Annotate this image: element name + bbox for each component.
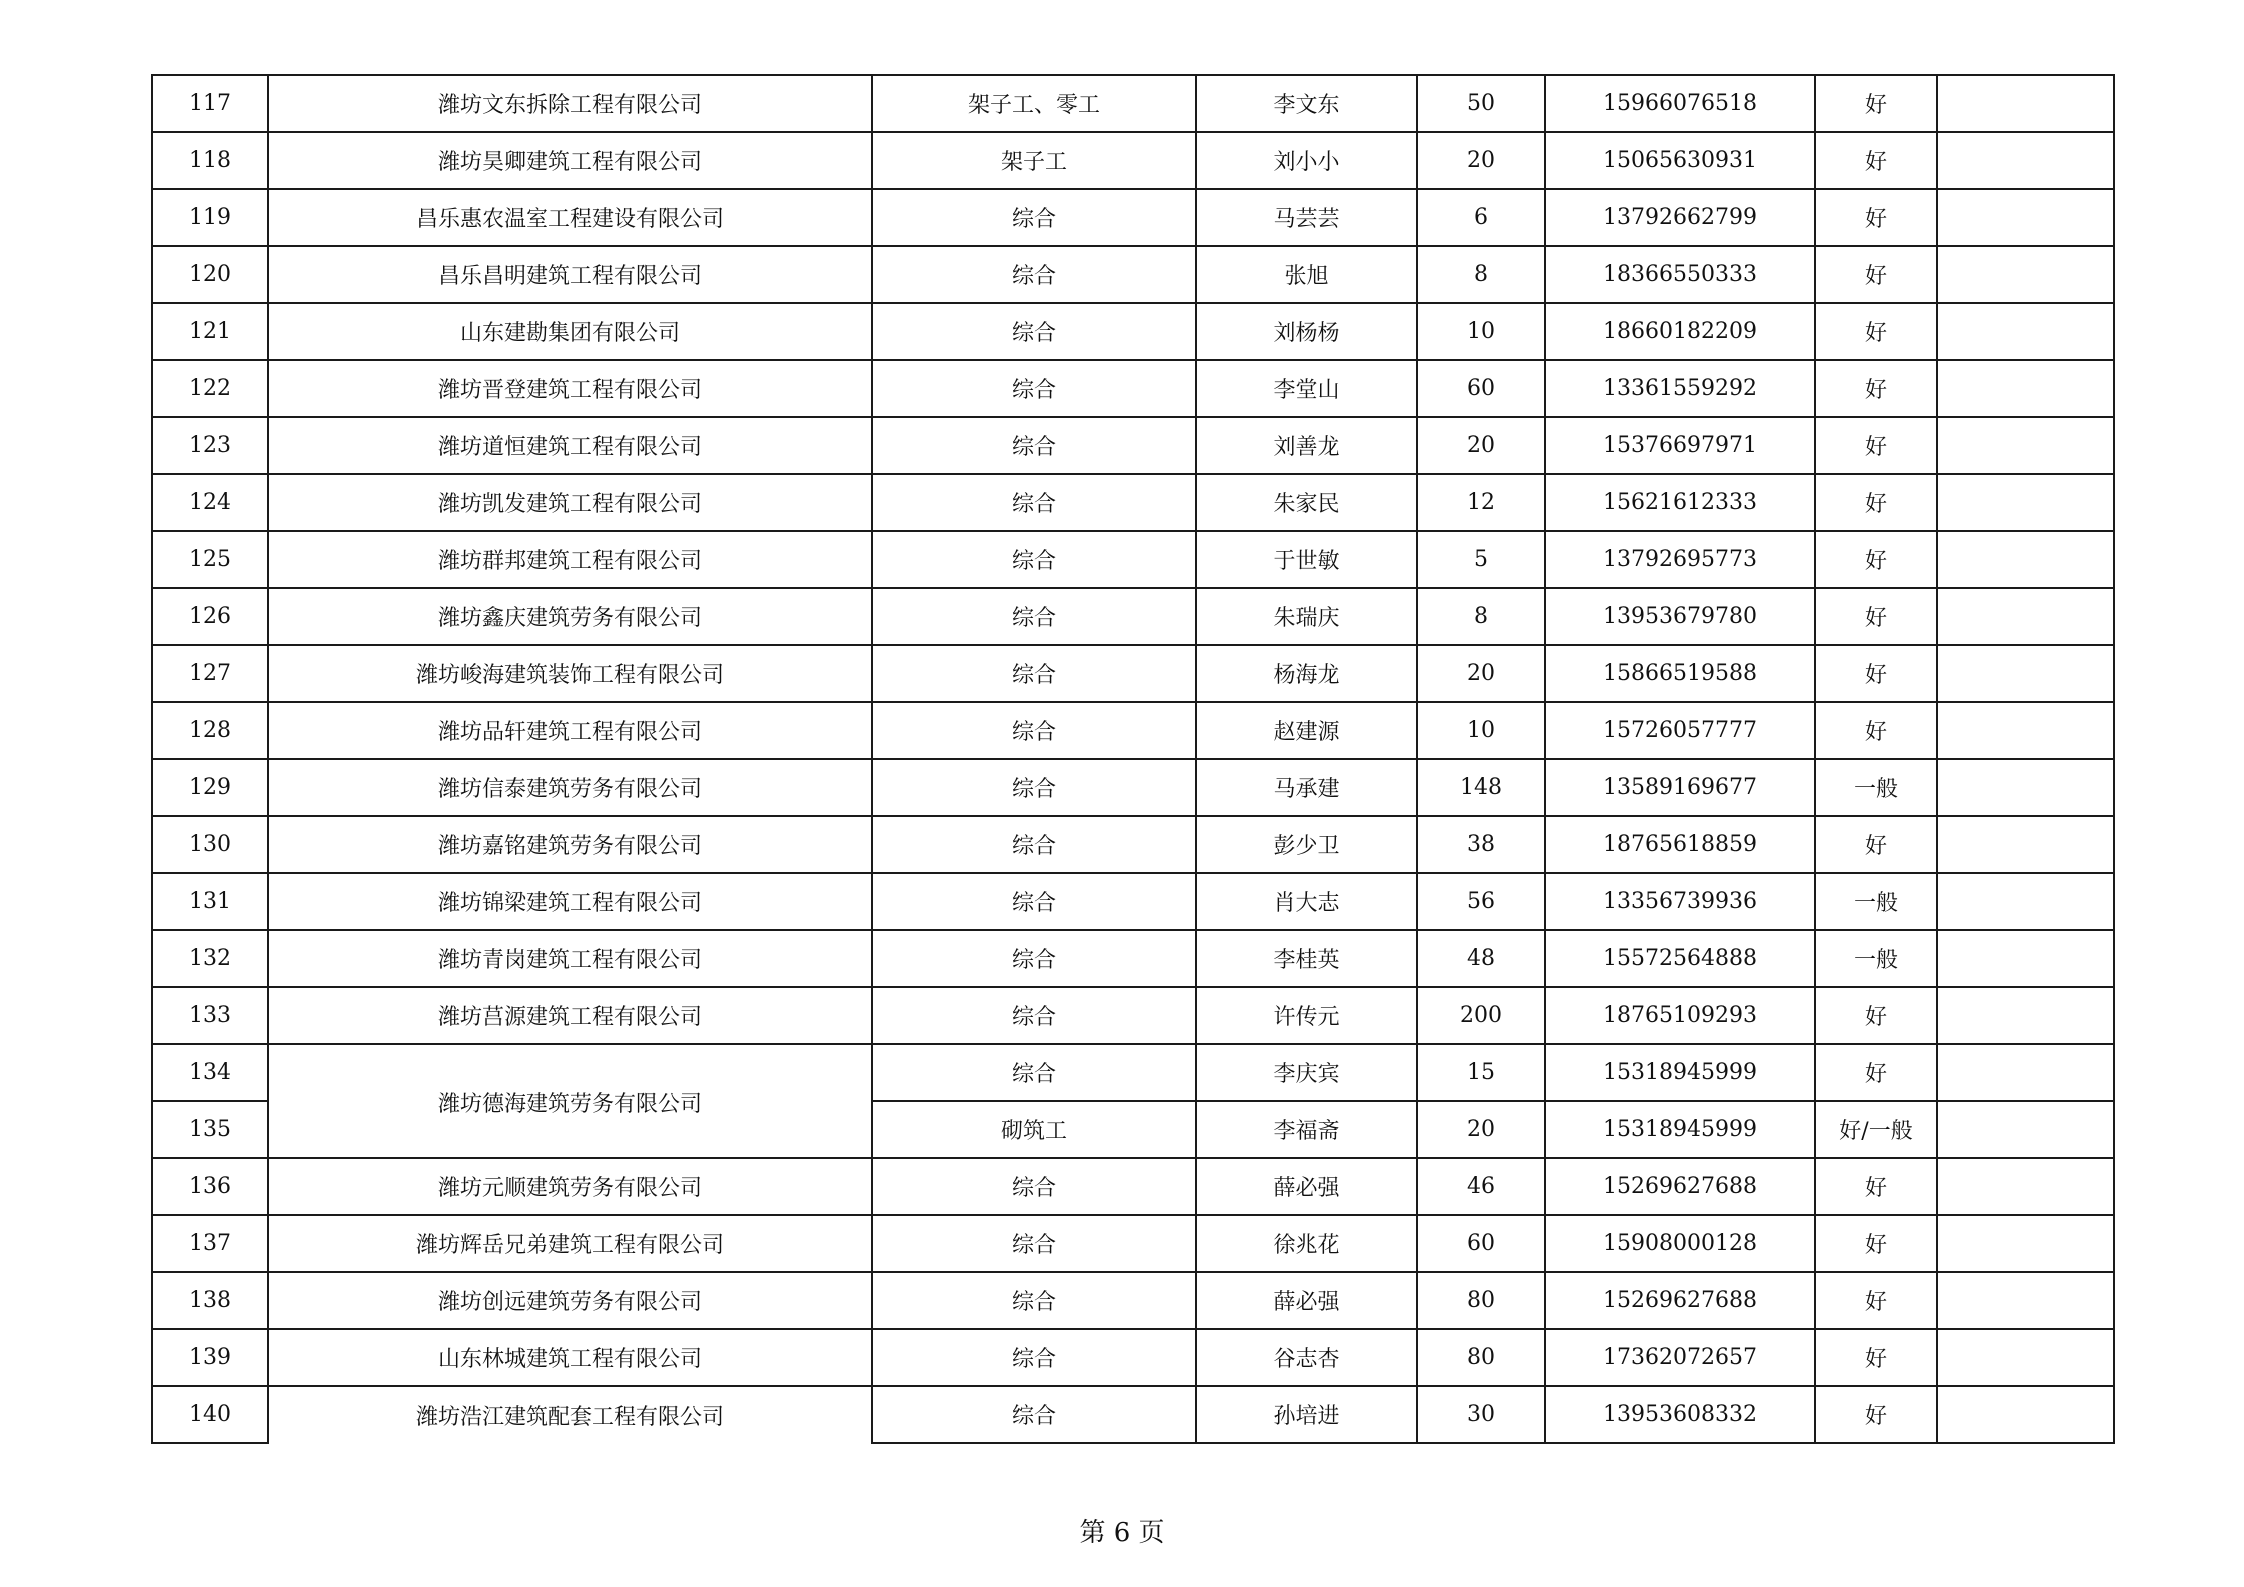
cell-rating: 好 — [1815, 645, 1937, 702]
cell-type: 综合 — [872, 588, 1196, 645]
cell-contact: 刘小小 — [1196, 132, 1417, 189]
cell-phone: 18366550333 — [1545, 246, 1815, 303]
cell-type: 综合 — [872, 417, 1196, 474]
cell-note — [1937, 1329, 2114, 1386]
table-row — [152, 1329, 2114, 1386]
cell-note — [1937, 816, 2114, 873]
cell-note — [1937, 531, 2114, 588]
cell-phone: 13589169677 — [1545, 759, 1815, 816]
cell-contact: 马芸芸 — [1196, 189, 1417, 246]
cell-phone: 15376697971 — [1545, 417, 1815, 474]
cell-type: 综合 — [872, 1215, 1196, 1272]
cell-count: 6 — [1417, 189, 1545, 246]
cell-no: 131 — [152, 873, 268, 930]
cell-type: 综合 — [872, 303, 1196, 360]
table-row — [152, 816, 2114, 873]
cell-rating: 好 — [1815, 531, 1937, 588]
cell-count: 15 — [1417, 1044, 1545, 1101]
cell-contact: 李堂山 — [1196, 360, 1417, 417]
cell-rating: 好 — [1815, 1044, 1937, 1101]
cell-contact: 赵建源 — [1196, 702, 1417, 759]
cell-no: 138 — [152, 1272, 268, 1329]
cell-type: 综合 — [872, 816, 1196, 873]
cell-type: 砌筑工 — [872, 1101, 1196, 1158]
cell-note — [1937, 189, 2114, 246]
cell-count: 8 — [1417, 246, 1545, 303]
cell-phone: 13792662799 — [1545, 189, 1815, 246]
cell-phone: 15966076518 — [1545, 75, 1815, 132]
cell-contact: 李文东 — [1196, 75, 1417, 132]
table-row — [152, 1044, 2114, 1101]
cell-type: 综合 — [872, 930, 1196, 987]
table-row — [152, 417, 2114, 474]
cell-note — [1937, 1215, 2114, 1272]
cell-contact: 刘善龙 — [1196, 417, 1417, 474]
cell-count: 5 — [1417, 531, 1545, 588]
cell-company: 昌乐惠农温室工程建设有限公司 — [268, 189, 872, 246]
cell-rating: 好 — [1815, 246, 1937, 303]
cell-phone: 15318945999 — [1545, 1044, 1815, 1101]
table-row — [152, 1386, 2114, 1443]
cell-phone: 15621612333 — [1545, 474, 1815, 531]
cell-count: 46 — [1417, 1158, 1545, 1215]
cell-rating: 好 — [1815, 1158, 1937, 1215]
cell-rating: 好 — [1815, 132, 1937, 189]
cell-contact: 徐兆花 — [1196, 1215, 1417, 1272]
cell-company: 潍坊昊卿建筑工程有限公司 — [268, 132, 872, 189]
cell-contact: 刘杨杨 — [1196, 303, 1417, 360]
cell-phone: 17362072657 — [1545, 1329, 1815, 1386]
cell-contact: 李福斋 — [1196, 1101, 1417, 1158]
cell-phone: 15269627688 — [1545, 1158, 1815, 1215]
cell-note — [1937, 1044, 2114, 1101]
cell-rating: 好 — [1815, 303, 1937, 360]
cell-rating: 好 — [1815, 189, 1937, 246]
cell-type: 综合 — [872, 189, 1196, 246]
cell-type: 综合 — [872, 1158, 1196, 1215]
table-row — [152, 75, 2114, 132]
cell-no: 137 — [152, 1215, 268, 1272]
cell-type: 综合 — [872, 474, 1196, 531]
cell-type: 综合 — [872, 360, 1196, 417]
cell-phone: 18765618859 — [1545, 816, 1815, 873]
cell-company: 潍坊群邦建筑工程有限公司 — [268, 531, 872, 588]
cell-company: 潍坊莒源建筑工程有限公司 — [268, 987, 872, 1044]
cell-contact: 李桂英 — [1196, 930, 1417, 987]
cell-count: 30 — [1417, 1386, 1545, 1443]
cell-phone: 13361559292 — [1545, 360, 1815, 417]
cell-note — [1937, 588, 2114, 645]
cell-count: 8 — [1417, 588, 1545, 645]
cell-no: 127 — [152, 645, 268, 702]
cell-company — [268, 1044, 872, 1117]
table-row — [152, 360, 2114, 417]
cell-rating: 好 — [1815, 1272, 1937, 1329]
cell-phone: 15866519588 — [1545, 645, 1815, 702]
cell-rating: 好 — [1815, 75, 1937, 132]
table-row — [152, 189, 2114, 246]
cell-no: 135 — [152, 1101, 268, 1158]
table-row — [152, 132, 2114, 189]
cell-company: 潍坊凯发建筑工程有限公司 — [268, 474, 872, 531]
cell-count: 20 — [1417, 132, 1545, 189]
cell-note — [1937, 987, 2114, 1044]
table-row — [152, 531, 2114, 588]
cell-no: 126 — [152, 588, 268, 645]
cell-count: 56 — [1417, 873, 1545, 930]
cell-no: 130 — [152, 816, 268, 873]
cell-type: 综合 — [872, 1329, 1196, 1386]
cell-contact: 谷志杏 — [1196, 1329, 1417, 1386]
cell-phone: 13792695773 — [1545, 531, 1815, 588]
cell-no: 123 — [152, 417, 268, 474]
cell-note — [1937, 75, 2114, 132]
cell-count: 38 — [1417, 816, 1545, 873]
cell-phone: 18660182209 — [1545, 303, 1815, 360]
cell-type: 综合 — [872, 987, 1196, 1044]
cell-company: 山东林城建筑工程有限公司 — [268, 1329, 872, 1386]
table-row — [152, 702, 2114, 759]
cell-count: 50 — [1417, 75, 1545, 132]
cell-no: 133 — [152, 987, 268, 1044]
cell-count: 148 — [1417, 759, 1545, 816]
cell-type: 综合 — [872, 873, 1196, 930]
cell-count: 80 — [1417, 1272, 1545, 1329]
cell-no: 136 — [152, 1158, 268, 1215]
cell-company: 潍坊品轩建筑工程有限公司 — [268, 702, 872, 759]
cell-company: 潍坊峻海建筑装饰工程有限公司 — [268, 645, 872, 702]
cell-rating: 好 — [1815, 417, 1937, 474]
cell-count: 48 — [1417, 930, 1545, 987]
cell-note — [1937, 1158, 2114, 1215]
cell-rating: 好/一般 — [1815, 1101, 1937, 1158]
cell-phone: 13953679780 — [1545, 588, 1815, 645]
cell-rating: 好 — [1815, 474, 1937, 531]
cell-phone: 15572564888 — [1545, 930, 1815, 987]
table-row — [152, 645, 2114, 702]
cell-note — [1937, 303, 2114, 360]
cell-type: 综合 — [872, 759, 1196, 816]
cell-rating: 好 — [1815, 1329, 1937, 1386]
cell-contact: 朱家民 — [1196, 474, 1417, 531]
cell-rating: 好 — [1815, 1386, 1937, 1443]
cell-note — [1937, 702, 2114, 759]
cell-count: 20 — [1417, 417, 1545, 474]
cell-phone: 15065630931 — [1545, 132, 1815, 189]
cell-count: 60 — [1417, 360, 1545, 417]
cell-company: 潍坊嘉铭建筑劳务有限公司 — [268, 816, 872, 873]
cell-count: 80 — [1417, 1329, 1545, 1386]
cell-company: 潍坊青岗建筑工程有限公司 — [268, 930, 872, 987]
cell-company: 潍坊道恒建筑工程有限公司 — [268, 417, 872, 474]
cell-no: 118 — [152, 132, 268, 189]
cell-phone: 13356739936 — [1545, 873, 1815, 930]
cell-company: 潍坊晋登建筑工程有限公司 — [268, 360, 872, 417]
table-row — [152, 1158, 2114, 1215]
cell-rating: 一般 — [1815, 873, 1937, 930]
cell-type: 架子工、零工 — [872, 75, 1196, 132]
cell-contact: 肖大志 — [1196, 873, 1417, 930]
cell-company: 潍坊锦梁建筑工程有限公司 — [268, 873, 872, 930]
cell-rating: 好 — [1815, 360, 1937, 417]
cell-rating: 好 — [1815, 702, 1937, 759]
cell-contact: 于世敏 — [1196, 531, 1417, 588]
cell-count: 12 — [1417, 474, 1545, 531]
cell-no: 132 — [152, 930, 268, 987]
cell-note — [1937, 360, 2114, 417]
cell-note — [1937, 1101, 2114, 1158]
cell-count: 10 — [1417, 303, 1545, 360]
table-row — [152, 474, 2114, 531]
cell-type: 综合 — [872, 702, 1196, 759]
cell-no: 122 — [152, 360, 268, 417]
cell-note — [1937, 759, 2114, 816]
table-row — [152, 987, 2114, 1044]
cell-contact: 孙培进 — [1196, 1386, 1417, 1443]
cell-no: 129 — [152, 759, 268, 816]
cell-contact: 彭少卫 — [1196, 816, 1417, 873]
cell-no: 119 — [152, 189, 268, 246]
cell-contact: 张旭 — [1196, 246, 1417, 303]
table-body — [152, 75, 2114, 1443]
cell-phone: 15908000128 — [1545, 1215, 1815, 1272]
cell-note — [1937, 873, 2114, 930]
cell-rating: 好 — [1815, 588, 1937, 645]
cell-no: 125 — [152, 531, 268, 588]
cell-no: 120 — [152, 246, 268, 303]
cell-company: 潍坊创远建筑劳务有限公司 — [268, 1272, 872, 1329]
cell-type: 综合 — [872, 645, 1196, 702]
cell-count: 20 — [1417, 1101, 1545, 1158]
cell-contact: 杨海龙 — [1196, 645, 1417, 702]
cell-company: 潍坊浩江建筑配套工程有限公司 — [268, 1386, 872, 1443]
cell-type: 综合 — [872, 246, 1196, 303]
cell-company: 潍坊元顺建筑劳务有限公司 — [268, 1158, 872, 1215]
table-row — [152, 1215, 2114, 1272]
cell-no: 128 — [152, 702, 268, 759]
cell-note — [1937, 474, 2114, 531]
cell-type: 综合 — [872, 1272, 1196, 1329]
cell-count: 200 — [1417, 987, 1545, 1044]
cell-count: 20 — [1417, 645, 1545, 702]
cell-company: 潍坊信泰建筑劳务有限公司 — [268, 759, 872, 816]
table-row — [152, 930, 2114, 987]
cell-no: 134 — [152, 1044, 268, 1101]
cell-phone: 15269627688 — [1545, 1272, 1815, 1329]
cell-no: 124 — [152, 474, 268, 531]
cell-no: 121 — [152, 303, 268, 360]
table-row — [152, 873, 2114, 930]
contractor-table — [151, 74, 2115, 1444]
cell-contact: 薛必强 — [1196, 1272, 1417, 1329]
cell-contact: 朱瑞庆 — [1196, 588, 1417, 645]
table-row — [152, 588, 2114, 645]
cell-note — [1937, 246, 2114, 303]
table-row — [152, 1272, 2114, 1329]
cell-company: 潍坊文东拆除工程有限公司 — [268, 75, 872, 132]
cell-rating: 好 — [1815, 1215, 1937, 1272]
cell-contact: 马承建 — [1196, 759, 1417, 816]
merged-company-label: 潍坊德海建筑劳务有限公司 — [437, 1092, 702, 1117]
cell-contact: 许传元 — [1196, 987, 1417, 1044]
cell-contact: 李庆宾 — [1196, 1044, 1417, 1101]
cell-type: 架子工 — [872, 132, 1196, 189]
cell-rating: 好 — [1815, 987, 1937, 1044]
cell-phone: 13953608332 — [1545, 1386, 1815, 1443]
cell-rating: 好 — [1815, 816, 1937, 873]
cell-company: 潍坊辉岳兄弟建筑工程有限公司 — [268, 1215, 872, 1272]
cell-note — [1937, 1272, 2114, 1329]
table-row — [152, 246, 2114, 303]
cell-contact: 薛必强 — [1196, 1158, 1417, 1215]
cell-note — [1937, 930, 2114, 987]
table-row — [152, 759, 2114, 816]
cell-no: 117 — [152, 75, 268, 132]
cell-phone: 18765109293 — [1545, 987, 1815, 1044]
cell-rating: 一般 — [1815, 930, 1937, 987]
cell-type: 综合 — [872, 1386, 1196, 1443]
cell-count: 10 — [1417, 702, 1545, 759]
cell-no: 139 — [152, 1329, 268, 1386]
cell-note — [1937, 132, 2114, 189]
table-row — [152, 303, 2114, 360]
cell-count: 60 — [1417, 1215, 1545, 1272]
cell-note — [1937, 645, 2114, 702]
cell-company: 昌乐昌明建筑工程有限公司 — [268, 246, 872, 303]
cell-rating: 一般 — [1815, 759, 1937, 816]
cell-company: 潍坊鑫庆建筑劳务有限公司 — [268, 588, 872, 645]
cell-phone: 15726057777 — [1545, 702, 1815, 759]
cell-no: 140 — [152, 1386, 268, 1443]
cell-phone: 15318945999 — [1545, 1101, 1815, 1158]
cell-note — [1937, 1386, 2114, 1443]
page-number: 第 6 页 — [1079, 1518, 1165, 1548]
cell-company: 山东建勘集团有限公司 — [268, 303, 872, 360]
cell-type: 综合 — [872, 531, 1196, 588]
cell-note — [1937, 417, 2114, 474]
cell-type: 综合 — [872, 1044, 1196, 1101]
